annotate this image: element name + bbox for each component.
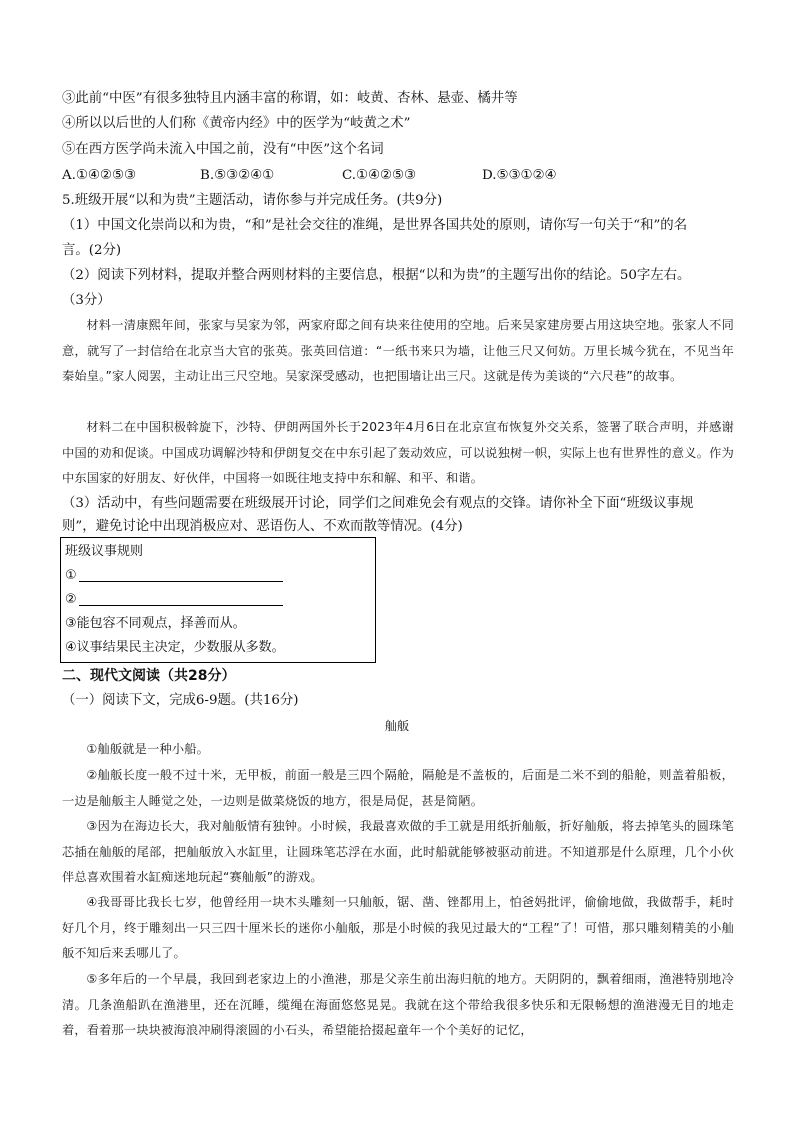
option-a: A.①④②⑤③ — [62, 168, 136, 183]
q5-part3-line1: （3）活动中，有些问题需要在班级展开讨论，同学们之间难免会有观点的交锋。请你补全下面“班级议事规 — [62, 496, 694, 511]
q5-part2-line2: （3分） — [62, 293, 111, 308]
question-5-title: 5.班级开展“以和为贵”主题活动，请你参与并完成任务。(共9分) — [62, 193, 443, 208]
material-1: 材料一清康熙年间，张家与吴家为邻，两家府邸之间有块来往使用的空地。后来吴家建房要占用这块空地。张家人不同意，就写了一封信给在北京当大官的张英。张英回信道：“一纸书来只为墙，让他三尺又何妨。万里长城今犹在，不见当年秦始皇。”家人阅罢，主动让出三尺空地。吴家深受感动，也把围墙让出三尺。这就是传为美谈的“六尺巷”的故事。 — [62, 318, 734, 383]
q5-part2-line1: （2）阅读下列材料，提取并整合两则材料的主要信息，根据“以和为贵”的主题写出你的结论。50字左右。 — [62, 268, 691, 283]
material-2: 材料二在中国积极斡旋下，沙特、伊朗两国外长于2023年4月6日在北京宣布恢复外交关系，签署了联合声明，并感谢中国的劝和促谈。中国成功调解沙特和伊朗复交在中东引起了轰动效应，可以说独树一帜，实际上也有世界性的意义。作为中东国家的好朋友、好伙伴，中国将一如既往地支持中东和解、和平、和谐。 — [62, 420, 734, 485]
rules-heading: 班级议事规则 — [65, 544, 144, 559]
article-title: 舢舨 — [384, 719, 409, 733]
option-b: B.⑤③②④① — [200, 168, 275, 183]
rule-4: ④议事结果民主决定，少数服从多数。 — [65, 640, 285, 655]
section-2-heading: 二、现代文阅读（共28分） — [62, 668, 236, 684]
rule-1-row — [65, 564, 283, 588]
rule-2-row — [65, 588, 283, 612]
class-rules-box — [60, 537, 376, 663]
answer-options — [62, 163, 734, 188]
item-3-line: ③此前“中医”有很多独特且内涵丰富的称谓，如：岐黄、杏林、悬壶、橘井等 — [62, 91, 518, 106]
rule-2-blank[interactable] — [79, 591, 283, 606]
article-para-4: ④我哥哥比我长七岁，他曾经用一块木头雕刻一只舢舨，锯、凿、锉都用上，怕爸妈批评，偷偷地做，我做帮手，耗时好几个月，终于雕刻出一只三四十厘米长的迷你小舢舨，那是小时候的我见过最大的“工程”了！可惜，那只雕刻精美的小舢舨不知后来丢哪儿了。 — [62, 895, 734, 960]
option-d: D.⑤③①②④ — [482, 168, 557, 183]
q5-part1-line2: 言。(2分) — [62, 243, 122, 258]
item-4-line: ④所以以后世的人们称《黄帝内经》中的医学为“岐黄之术” — [62, 116, 411, 131]
q5-part1-line1: （1）中国文化崇尚以和为贵，“和”是社会交往的准绳，是世界各国共处的原则，请你写一句关于“和”的名 — [62, 218, 688, 233]
item-5-line: ⑤在西方医学尚未流入中国之前，没有“中医”这个名词 — [62, 142, 384, 157]
article-para-1: ①舢舨就是一种小船。 — [86, 742, 210, 756]
q5-part3-line2: 则”，避免讨论中出现消极应对、恶语伤人、不欢而散等情况。(4分) — [62, 519, 463, 534]
article-para-3: ③因为在海边长大，我对舢舨情有独钟。小时候，我最喜欢做的手工就是用纸折舢舨，折好舢舨，将去掉笔头的圆珠笔芯插在舢舨的尾部，把舢舨放入水缸里，让圆珠笔芯浮在水面，此时船就能够被驱动前进。不知道那是什么原理，几个小伙伴总喜欢围着水缸痴迷地玩起“赛舢舨”的游戏。 — [62, 819, 734, 884]
article-para-2: ②舢舨长度一般不过十米，无甲板，前面一般是三四个隔舱，隔舱是不盖板的，后面是二米不到的船舱，则盖着船板，一边是舢舨主人睡觉之处，一边则是做菜烧饭的地方，很是局促，甚是简陋。 — [62, 768, 734, 808]
option-c: C.①④②⑤③ — [342, 168, 417, 183]
rule-1-blank[interactable] — [79, 567, 283, 582]
rule-2-number: ② — [65, 592, 77, 607]
section-2-subheading: （一）阅读下文，完成6-9题。(共16分) — [62, 693, 299, 708]
rule-1-number: ① — [65, 568, 77, 583]
rule-3: ③能包容不同观点，择善而从。 — [65, 616, 246, 631]
article-para-5: ⑤多年后的一个早晨，我回到老家边上的小渔港，那是父亲生前出海归航的地方。天阴阴的，飘着细雨，渔港特别地冷清。几条渔船趴在渔港里，还在沉睡，缆绳在海面悠悠晃晃。我就在这个带给我很多快乐和无限畅想的渔港漫无目的地走着，看着那一块块被海浪冲刷得滚圆的小石头，希望能拾掇起童年一个个美好的记忆， — [62, 972, 734, 1037]
